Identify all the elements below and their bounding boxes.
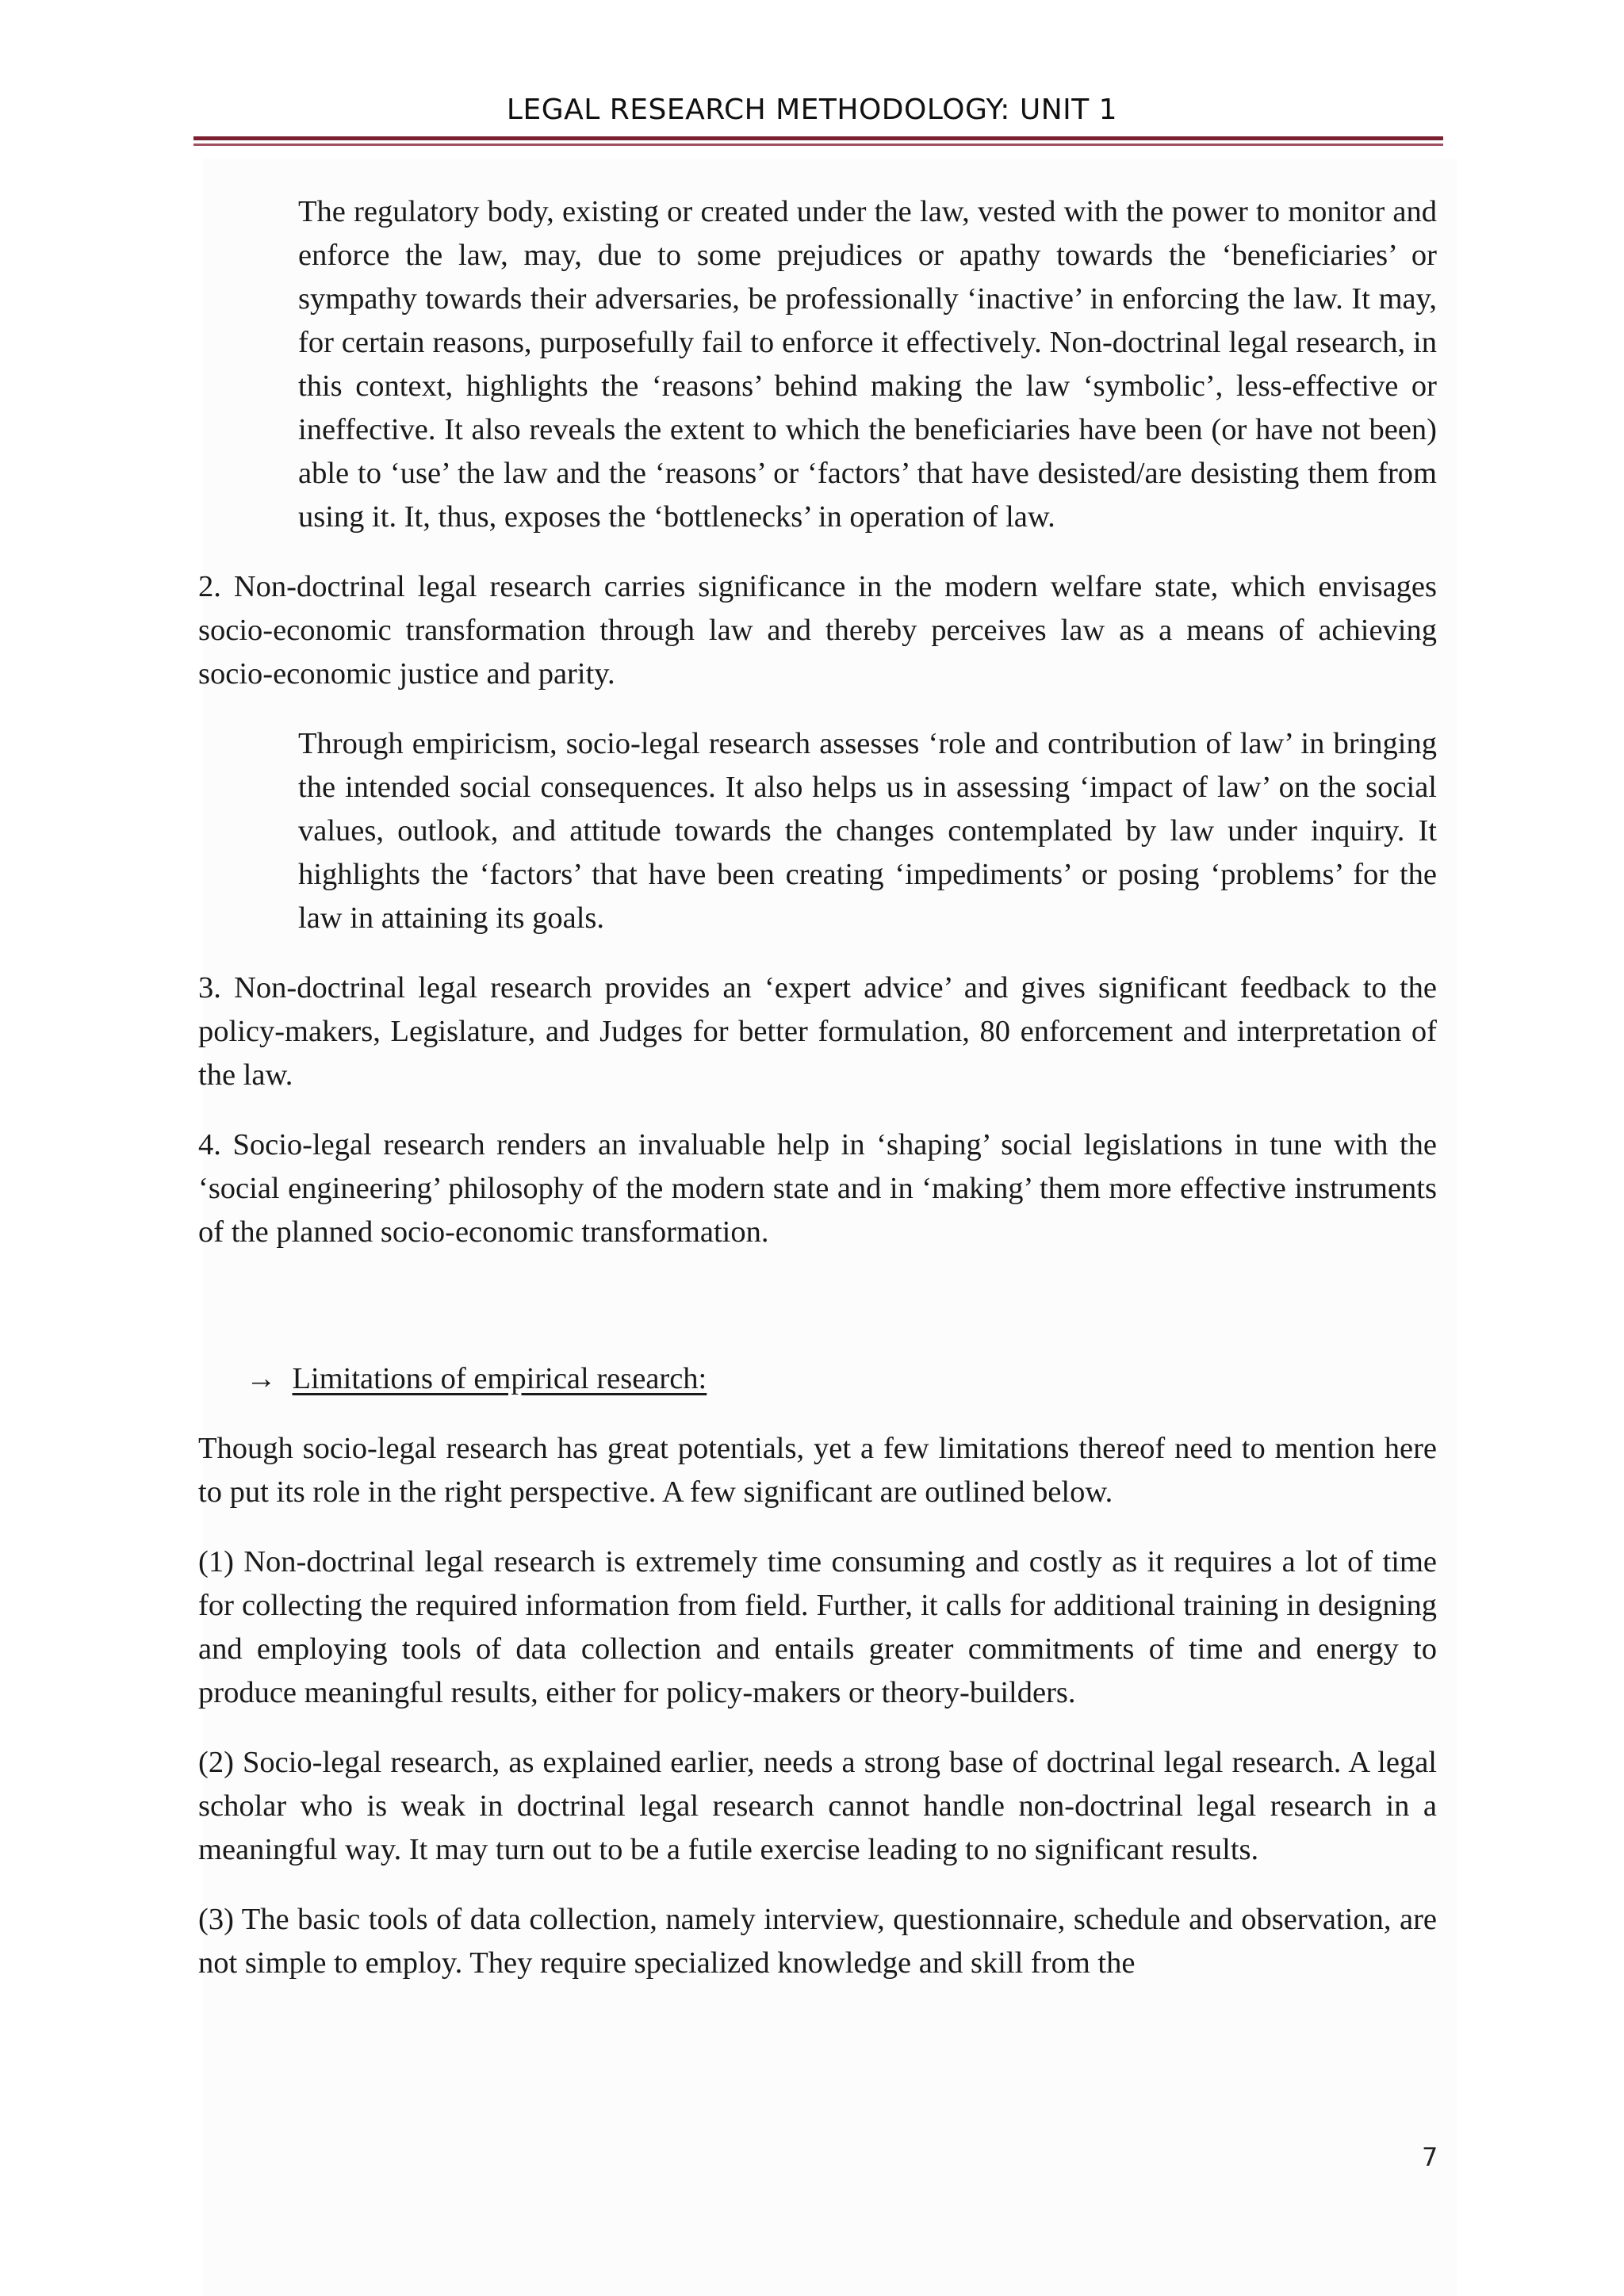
paragraph-limitations-intro: Though socio-legal research has great potentials, yet a few limitations thereof need to mention here to put its role in the right perspective. A few significant are outlined below. [198,1432,1437,1509]
limitations-heading-text: Limitations of empirical research: [292,1362,707,1395]
paragraph-point-2: 2. Non-doctrinal legal research carries significance in the modern welfare state, which envisages socio-economic transformation through law and thereby perceives law as a means of achieving socio-economic justice and parity. [198,570,1437,691]
header-rule-thick [193,136,1443,140]
paragraph-limitation-2: (2) Socio-legal research, as explained earlier, needs a strong base of doctrinal legal research. A legal scholar who is weak in doctrinal legal research cannot handle non-doctrinal legal research in a meaningful way. It may turn out to be a futile exercise leading to no significant results. [198,1746,1437,1866]
paragraph-point-4: 4. Socio-legal research renders an invaluable help in ‘shaping’ social legislations in tune with the ‘social engineering’ philosophy of the modern state and in ‘making’ them more effective instruments of the planned socio-economic transformation. [198,1128,1437,1249]
paragraph-point-3: 3. Non-doctrinal legal research provides an ‘expert advice’ and gives significant feedback to the policy-makers, Legislature, and Judges for better formulation, 80 enforcement and interpretation of the law. [198,971,1437,1092]
arrow-right-icon: → [246,1362,277,1395]
limitations-heading [198,1357,1437,1401]
paragraph-limitation-3: (3) The basic tools of data collection, namely interview, questionnaire, schedule and observation, are not simple to employ. They require specialized knowledge and skill from the [198,1903,1437,1980]
paragraph-limitation-1: (1) Non-doctrinal legal research is extremely time consuming and costly as it requires a lot of time for collecting the required information from field. Further, it calls for additional training in designing and employing tools of data collection and entails greater commitments of time and energy to produce meaningful results, either for policy-makers or theory-builders. [198,1545,1437,1709]
paragraph-empiricism: Through empiricism, socio-legal research assesses ‘role and contribution of law’ in bringing the intended social consequences. It also helps us in assessing ‘impact of law’ on the social values, outlook, and attitude towards the changes contemplated by law under inquiry. It highlights the ‘factors’ that have been creating ‘impediments’ or posing ‘problems’ for the law in attaining its goals. [298,727,1437,935]
paragraph-regulatory-body: The regulatory body, existing or created under the law, vested with the power to monitor and enforce the law, may, due to some prejudices or apathy towards the ‘beneficiaries’ or sympathy towards their adversaries, be professionally ‘inactive’ in enforcing the law. It may, for certain reasons, purposefully fail to enforce it effectively. Non-doctrinal legal research, in this context, highlights the ‘reasons’ behind making the law ‘symbolic’, less-effective or ineffective. It also reveals the extent to which the beneficiaries have been (or have not been) able to ‘use’ the law and the ‘reasons’ or ‘factors’ that have desisted/are desisting them from using it. It, thus, exposes the ‘bottlenecks’ in operation of law. [298,195,1437,534]
running-header: LEGAL RESEARCH METHODOLOGY: UNIT 1 [506,94,1118,126]
header-rule-thin [193,144,1443,146]
page-number: 7 [1422,2142,1438,2172]
document-body [198,190,1437,2011]
